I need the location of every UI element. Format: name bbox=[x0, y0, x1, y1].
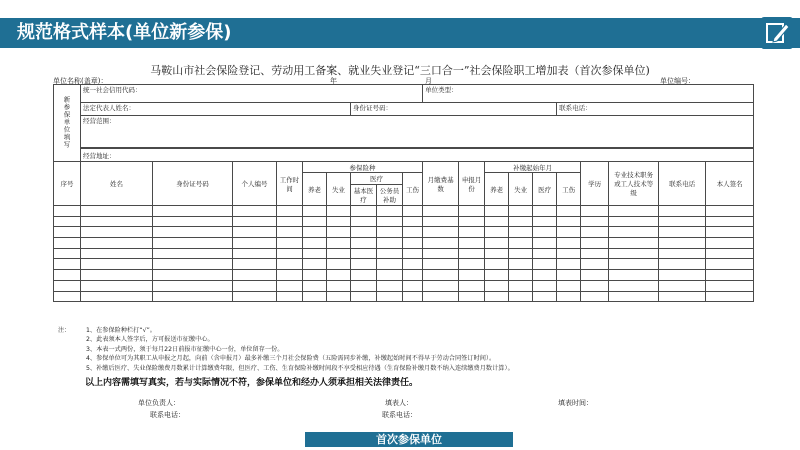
business-address-label: 经营地址： bbox=[83, 152, 116, 160]
empty-cell[interactable] bbox=[233, 270, 277, 281]
empty-cell[interactable] bbox=[153, 238, 233, 249]
empty-cell[interactable] bbox=[706, 270, 754, 281]
empty-cell[interactable] bbox=[581, 248, 609, 259]
legal-rep-phone-label: 联系电话： bbox=[559, 104, 592, 112]
empty-cell[interactable] bbox=[377, 291, 403, 302]
empty-cell[interactable] bbox=[277, 206, 303, 217]
empty-cell[interactable] bbox=[277, 291, 303, 302]
col-education: 学历 bbox=[581, 162, 609, 206]
empty-cell[interactable] bbox=[303, 238, 327, 249]
empty-cell[interactable] bbox=[609, 206, 659, 217]
empty-cell[interactable] bbox=[54, 216, 81, 227]
empty-cell[interactable] bbox=[54, 270, 81, 281]
empty-cell[interactable] bbox=[533, 270, 557, 281]
empty-cell[interactable] bbox=[54, 238, 81, 249]
empty-cell[interactable] bbox=[581, 238, 609, 249]
empty-cell[interactable] bbox=[423, 280, 459, 291]
empty-cell[interactable] bbox=[403, 248, 423, 259]
empty-cell[interactable] bbox=[403, 280, 423, 291]
legal-declaration: 以上内容需填写真实，若与实际情况不符，参保单位和经办人须承担相关法律责任。 bbox=[85, 378, 419, 388]
col-name: 姓名 bbox=[81, 162, 153, 206]
empty-cell[interactable] bbox=[377, 227, 403, 238]
empty-cell[interactable] bbox=[377, 270, 403, 281]
month-label: 月 bbox=[425, 77, 432, 85]
notes-prefix: 注： bbox=[58, 327, 71, 334]
col-backpay-unemployment: 失业 bbox=[509, 173, 533, 206]
empty-cell[interactable] bbox=[609, 259, 659, 270]
empty-cell[interactable] bbox=[459, 248, 485, 259]
empty-cell[interactable] bbox=[81, 270, 153, 281]
empty-cell[interactable] bbox=[54, 248, 81, 259]
empty-cell[interactable] bbox=[277, 248, 303, 259]
table-row bbox=[54, 248, 754, 259]
empty-cell[interactable] bbox=[659, 291, 706, 302]
empty-cell[interactable] bbox=[233, 291, 277, 302]
employee-rows bbox=[54, 206, 754, 302]
col-pension: 养老 bbox=[303, 173, 327, 206]
unit-head-label: 单位负责人： bbox=[138, 399, 180, 407]
empty-cell[interactable] bbox=[659, 206, 706, 217]
empty-cell[interactable] bbox=[659, 227, 706, 238]
empty-cell[interactable] bbox=[153, 259, 233, 270]
empty-cell[interactable] bbox=[706, 248, 754, 259]
unit-type-label: 单位类型： bbox=[425, 86, 458, 94]
legal-rep-label: 法定代表人姓名： bbox=[83, 104, 135, 112]
empty-cell[interactable] bbox=[377, 248, 403, 259]
empty-cell[interactable] bbox=[54, 291, 81, 302]
empty-cell[interactable] bbox=[581, 259, 609, 270]
empty-cell[interactable] bbox=[153, 216, 233, 227]
empty-cell[interactable] bbox=[509, 280, 533, 291]
empty-cell[interactable] bbox=[303, 270, 327, 281]
legal-rep-cell[interactable] bbox=[81, 103, 351, 116]
empty-cell[interactable] bbox=[54, 227, 81, 238]
col-work-time: 工作时间 bbox=[277, 162, 303, 206]
empty-cell[interactable] bbox=[277, 270, 303, 281]
empty-cell[interactable] bbox=[659, 280, 706, 291]
empty-cell[interactable] bbox=[533, 238, 557, 249]
filler-label: 填表人： bbox=[385, 399, 413, 407]
col-insurance-group: 参保险种 bbox=[303, 162, 423, 173]
empty-cell[interactable] bbox=[303, 248, 327, 259]
empty-cell[interactable] bbox=[509, 206, 533, 217]
empty-cell[interactable] bbox=[351, 216, 377, 227]
empty-cell[interactable] bbox=[233, 227, 277, 238]
empty-cell[interactable] bbox=[485, 206, 509, 217]
empty-cell[interactable] bbox=[351, 270, 377, 281]
empty-cell[interactable] bbox=[403, 291, 423, 302]
empty-cell[interactable] bbox=[485, 216, 509, 227]
empty-cell[interactable] bbox=[533, 248, 557, 259]
insurance-form-table bbox=[53, 84, 754, 302]
empty-cell[interactable] bbox=[423, 238, 459, 249]
notes-block bbox=[58, 326, 514, 373]
empty-cell[interactable] bbox=[233, 280, 277, 291]
empty-cell[interactable] bbox=[509, 248, 533, 259]
col-backpay-pension: 养老 bbox=[485, 173, 509, 206]
legal-rep-phone-cell[interactable] bbox=[557, 103, 754, 116]
empty-cell[interactable] bbox=[581, 270, 609, 281]
col-seq: 序号 bbox=[54, 162, 81, 206]
empty-cell[interactable] bbox=[303, 206, 327, 217]
business-scope-cell[interactable] bbox=[81, 116, 754, 148]
empty-cell[interactable] bbox=[581, 206, 609, 217]
empty-cell[interactable] bbox=[277, 227, 303, 238]
empty-cell[interactable] bbox=[351, 206, 377, 217]
unit-type-cell[interactable] bbox=[423, 85, 754, 103]
empty-cell[interactable] bbox=[327, 280, 351, 291]
credit-code-cell[interactable] bbox=[81, 85, 423, 103]
col-tech-title: 专业技术职务或工人技术等级 bbox=[609, 162, 659, 206]
empty-cell[interactable] bbox=[509, 238, 533, 249]
empty-cell[interactable] bbox=[533, 259, 557, 270]
empty-cell[interactable] bbox=[327, 291, 351, 302]
unit-info-side-label: 新参保单位填写 bbox=[62, 95, 71, 149]
table-row bbox=[54, 238, 754, 249]
empty-cell[interactable] bbox=[327, 216, 351, 227]
empty-cell[interactable] bbox=[233, 248, 277, 259]
empty-cell[interactable] bbox=[377, 259, 403, 270]
empty-cell[interactable] bbox=[327, 270, 351, 281]
empty-cell[interactable] bbox=[403, 216, 423, 227]
col-injury: 工伤 bbox=[403, 173, 423, 206]
empty-cell[interactable] bbox=[485, 248, 509, 259]
empty-cell[interactable] bbox=[327, 248, 351, 259]
empty-cell[interactable] bbox=[557, 238, 581, 249]
empty-cell[interactable] bbox=[153, 227, 233, 238]
col-contact-phone: 联系电话 bbox=[659, 162, 706, 206]
empty-cell[interactable] bbox=[485, 270, 509, 281]
pencil-edit-icon[interactable] bbox=[760, 16, 794, 50]
note-item: 4、参保单位可为其职工从申报之月起，向前（含申报月）最多补缴三个月社会保险费（五险需同步补缴，补缴起始时间不得早于劳动合同签订时间）。 bbox=[86, 355, 496, 363]
empty-cell[interactable] bbox=[327, 238, 351, 249]
empty-cell[interactable] bbox=[509, 227, 533, 238]
empty-cell[interactable] bbox=[54, 259, 81, 270]
empty-cell[interactable] bbox=[377, 216, 403, 227]
empty-cell[interactable] bbox=[327, 227, 351, 238]
table-row bbox=[54, 227, 754, 238]
table-row bbox=[54, 291, 754, 302]
empty-cell[interactable] bbox=[509, 291, 533, 302]
legal-rep-id-cell[interactable] bbox=[351, 103, 557, 116]
note-item: 5、补缴后医疗、失业保险缴费月数累计计算缴费年限，但医疗、工伤、生育保险补缴时间段不享受相应待遇（生育保险补缴月数不纳入连续缴费月数计算）。 bbox=[86, 364, 514, 372]
empty-cell[interactable] bbox=[81, 248, 153, 259]
empty-cell[interactable] bbox=[706, 291, 754, 302]
empty-cell[interactable] bbox=[303, 280, 327, 291]
empty-cell[interactable] bbox=[557, 227, 581, 238]
footer-banner: 首次参保单位 bbox=[305, 432, 513, 447]
year-label: 年 bbox=[330, 77, 337, 85]
empty-cell[interactable] bbox=[153, 248, 233, 259]
empty-cell[interactable] bbox=[581, 291, 609, 302]
note-item: 3、本表一式两份，须于每月22日前报市征缴中心一份，单位留存一份。 bbox=[86, 345, 284, 353]
empty-cell[interactable] bbox=[233, 206, 277, 217]
empty-cell[interactable] bbox=[403, 259, 423, 270]
empty-cell[interactable] bbox=[609, 248, 659, 259]
empty-cell[interactable] bbox=[327, 206, 351, 217]
business-address-cell[interactable] bbox=[81, 149, 754, 162]
empty-cell[interactable] bbox=[581, 280, 609, 291]
empty-cell[interactable] bbox=[153, 206, 233, 217]
empty-cell[interactable] bbox=[706, 216, 754, 227]
empty-cell[interactable] bbox=[81, 280, 153, 291]
empty-cell[interactable] bbox=[485, 227, 509, 238]
empty-cell[interactable] bbox=[153, 291, 233, 302]
empty-cell[interactable] bbox=[351, 291, 377, 302]
empty-cell[interactable] bbox=[277, 238, 303, 249]
empty-cell[interactable] bbox=[351, 238, 377, 249]
empty-cell[interactable] bbox=[533, 216, 557, 227]
empty-cell[interactable] bbox=[509, 216, 533, 227]
empty-cell[interactable] bbox=[609, 291, 659, 302]
empty-cell[interactable] bbox=[327, 259, 351, 270]
page-title: 规范格式样本(单位新参保) bbox=[17, 22, 232, 43]
table-row bbox=[54, 270, 754, 281]
empty-cell[interactable] bbox=[706, 227, 754, 238]
empty-cell[interactable] bbox=[54, 280, 81, 291]
col-backpay-group: 补缴起始年月 bbox=[485, 162, 581, 173]
empty-cell[interactable] bbox=[377, 206, 403, 217]
empty-cell[interactable] bbox=[485, 280, 509, 291]
table-row bbox=[54, 216, 754, 227]
empty-cell[interactable] bbox=[459, 216, 485, 227]
empty-cell[interactable] bbox=[54, 206, 81, 217]
empty-cell[interactable] bbox=[533, 291, 557, 302]
empty-cell[interactable] bbox=[377, 238, 403, 249]
empty-cell[interactable] bbox=[459, 280, 485, 291]
fill-date-label: 填表时间： bbox=[558, 399, 593, 407]
col-id-number: 身份证号码 bbox=[153, 162, 233, 206]
unit-name-label: 单位名称(盖章)： bbox=[53, 77, 108, 85]
empty-cell[interactable] bbox=[557, 291, 581, 302]
unit-info-side-cell bbox=[54, 85, 81, 162]
empty-cell[interactable] bbox=[485, 259, 509, 270]
document-title: 马鞍山市社会保险登记、劳动用工备案、就业失业登记“三口合一”社会保险职工增加表（首次参保单位) bbox=[150, 64, 650, 77]
empty-cell[interactable] bbox=[706, 206, 754, 217]
empty-cell[interactable] bbox=[659, 216, 706, 227]
empty-cell[interactable] bbox=[303, 259, 327, 270]
empty-cell[interactable] bbox=[403, 206, 423, 217]
empty-cell[interactable] bbox=[153, 280, 233, 291]
col-monthly-base: 月缴费基数 bbox=[423, 162, 459, 206]
empty-cell[interactable] bbox=[423, 270, 459, 281]
credit-code-label: 统一社会信用代码： bbox=[83, 86, 142, 94]
unit-head-phone-label: 联系电话： bbox=[150, 411, 185, 419]
empty-cell[interactable] bbox=[351, 280, 377, 291]
empty-cell[interactable] bbox=[459, 291, 485, 302]
col-medical-group: 医疗 bbox=[351, 173, 403, 185]
empty-cell[interactable] bbox=[81, 227, 153, 238]
col-personal-number: 个人编号 bbox=[233, 162, 277, 206]
col-basic-medical: 基本医疗 bbox=[351, 185, 377, 206]
empty-cell[interactable] bbox=[581, 216, 609, 227]
empty-cell[interactable] bbox=[557, 259, 581, 270]
table-row bbox=[54, 280, 754, 291]
col-backpay-medical: 医疗 bbox=[533, 173, 557, 206]
empty-cell[interactable] bbox=[233, 238, 277, 249]
empty-cell[interactable] bbox=[233, 216, 277, 227]
empty-cell[interactable] bbox=[233, 259, 277, 270]
empty-cell[interactable] bbox=[659, 238, 706, 249]
empty-cell[interactable] bbox=[533, 206, 557, 217]
empty-cell[interactable] bbox=[423, 248, 459, 259]
empty-cell[interactable] bbox=[403, 238, 423, 249]
empty-cell[interactable] bbox=[351, 259, 377, 270]
col-civil-servant-subsidy: 公务员补助 bbox=[377, 185, 403, 206]
empty-cell[interactable] bbox=[459, 270, 485, 281]
empty-cell[interactable] bbox=[609, 227, 659, 238]
empty-cell[interactable] bbox=[557, 270, 581, 281]
empty-cell[interactable] bbox=[303, 291, 327, 302]
empty-cell[interactable] bbox=[351, 227, 377, 238]
empty-cell[interactable] bbox=[557, 216, 581, 227]
empty-cell[interactable] bbox=[659, 248, 706, 259]
empty-cell[interactable] bbox=[706, 259, 754, 270]
empty-cell[interactable] bbox=[423, 227, 459, 238]
empty-cell[interactable] bbox=[153, 270, 233, 281]
empty-cell[interactable] bbox=[509, 259, 533, 270]
empty-cell[interactable] bbox=[351, 248, 377, 259]
empty-cell[interactable] bbox=[485, 238, 509, 249]
empty-cell[interactable] bbox=[557, 206, 581, 217]
empty-cell[interactable] bbox=[609, 216, 659, 227]
business-scope-label: 经营范围： bbox=[83, 117, 116, 125]
table-row bbox=[54, 259, 754, 270]
empty-cell[interactable] bbox=[81, 238, 153, 249]
empty-cell[interactable] bbox=[303, 227, 327, 238]
empty-cell[interactable] bbox=[423, 206, 459, 217]
empty-cell[interactable] bbox=[609, 270, 659, 281]
empty-cell[interactable] bbox=[403, 227, 423, 238]
empty-cell[interactable] bbox=[557, 248, 581, 259]
empty-cell[interactable] bbox=[459, 259, 485, 270]
empty-cell[interactable] bbox=[81, 206, 153, 217]
empty-cell[interactable] bbox=[303, 216, 327, 227]
empty-cell[interactable] bbox=[277, 280, 303, 291]
empty-cell[interactable] bbox=[533, 227, 557, 238]
empty-cell[interactable] bbox=[277, 259, 303, 270]
empty-cell[interactable] bbox=[423, 291, 459, 302]
empty-cell[interactable] bbox=[706, 280, 754, 291]
col-declare-month: 申报月份 bbox=[459, 162, 485, 206]
empty-cell[interactable] bbox=[81, 216, 153, 227]
note-item: 1、在参保险种栏打“√”。 bbox=[86, 327, 156, 334]
empty-cell[interactable] bbox=[706, 238, 754, 249]
unit-number-label: 单位编号： bbox=[660, 77, 695, 85]
empty-cell[interactable] bbox=[277, 216, 303, 227]
empty-cell[interactable] bbox=[485, 291, 509, 302]
table-row bbox=[54, 206, 754, 217]
empty-cell[interactable] bbox=[377, 280, 403, 291]
empty-cell[interactable] bbox=[609, 238, 659, 249]
col-signature: 本人签名 bbox=[706, 162, 754, 206]
empty-cell[interactable] bbox=[659, 259, 706, 270]
empty-cell[interactable] bbox=[533, 280, 557, 291]
empty-cell[interactable] bbox=[81, 259, 153, 270]
empty-cell[interactable] bbox=[581, 227, 609, 238]
empty-cell[interactable] bbox=[509, 270, 533, 281]
filler-phone-label: 联系电话： bbox=[382, 411, 417, 419]
empty-cell[interactable] bbox=[459, 227, 485, 238]
empty-cell[interactable] bbox=[423, 259, 459, 270]
legal-rep-id-label: 身份证号码： bbox=[353, 104, 392, 112]
empty-cell[interactable] bbox=[459, 238, 485, 249]
empty-cell[interactable] bbox=[459, 206, 485, 217]
note-item: 2、此表须本人签字后，方可报送市征缴中心。 bbox=[86, 336, 214, 344]
empty-cell[interactable] bbox=[557, 280, 581, 291]
empty-cell[interactable] bbox=[659, 270, 706, 281]
empty-cell[interactable] bbox=[423, 216, 459, 227]
empty-cell[interactable] bbox=[403, 270, 423, 281]
empty-cell[interactable] bbox=[81, 291, 153, 302]
col-backpay-injury: 工伤 bbox=[557, 173, 581, 206]
empty-cell[interactable] bbox=[609, 280, 659, 291]
col-unemployment: 失业 bbox=[327, 173, 351, 206]
